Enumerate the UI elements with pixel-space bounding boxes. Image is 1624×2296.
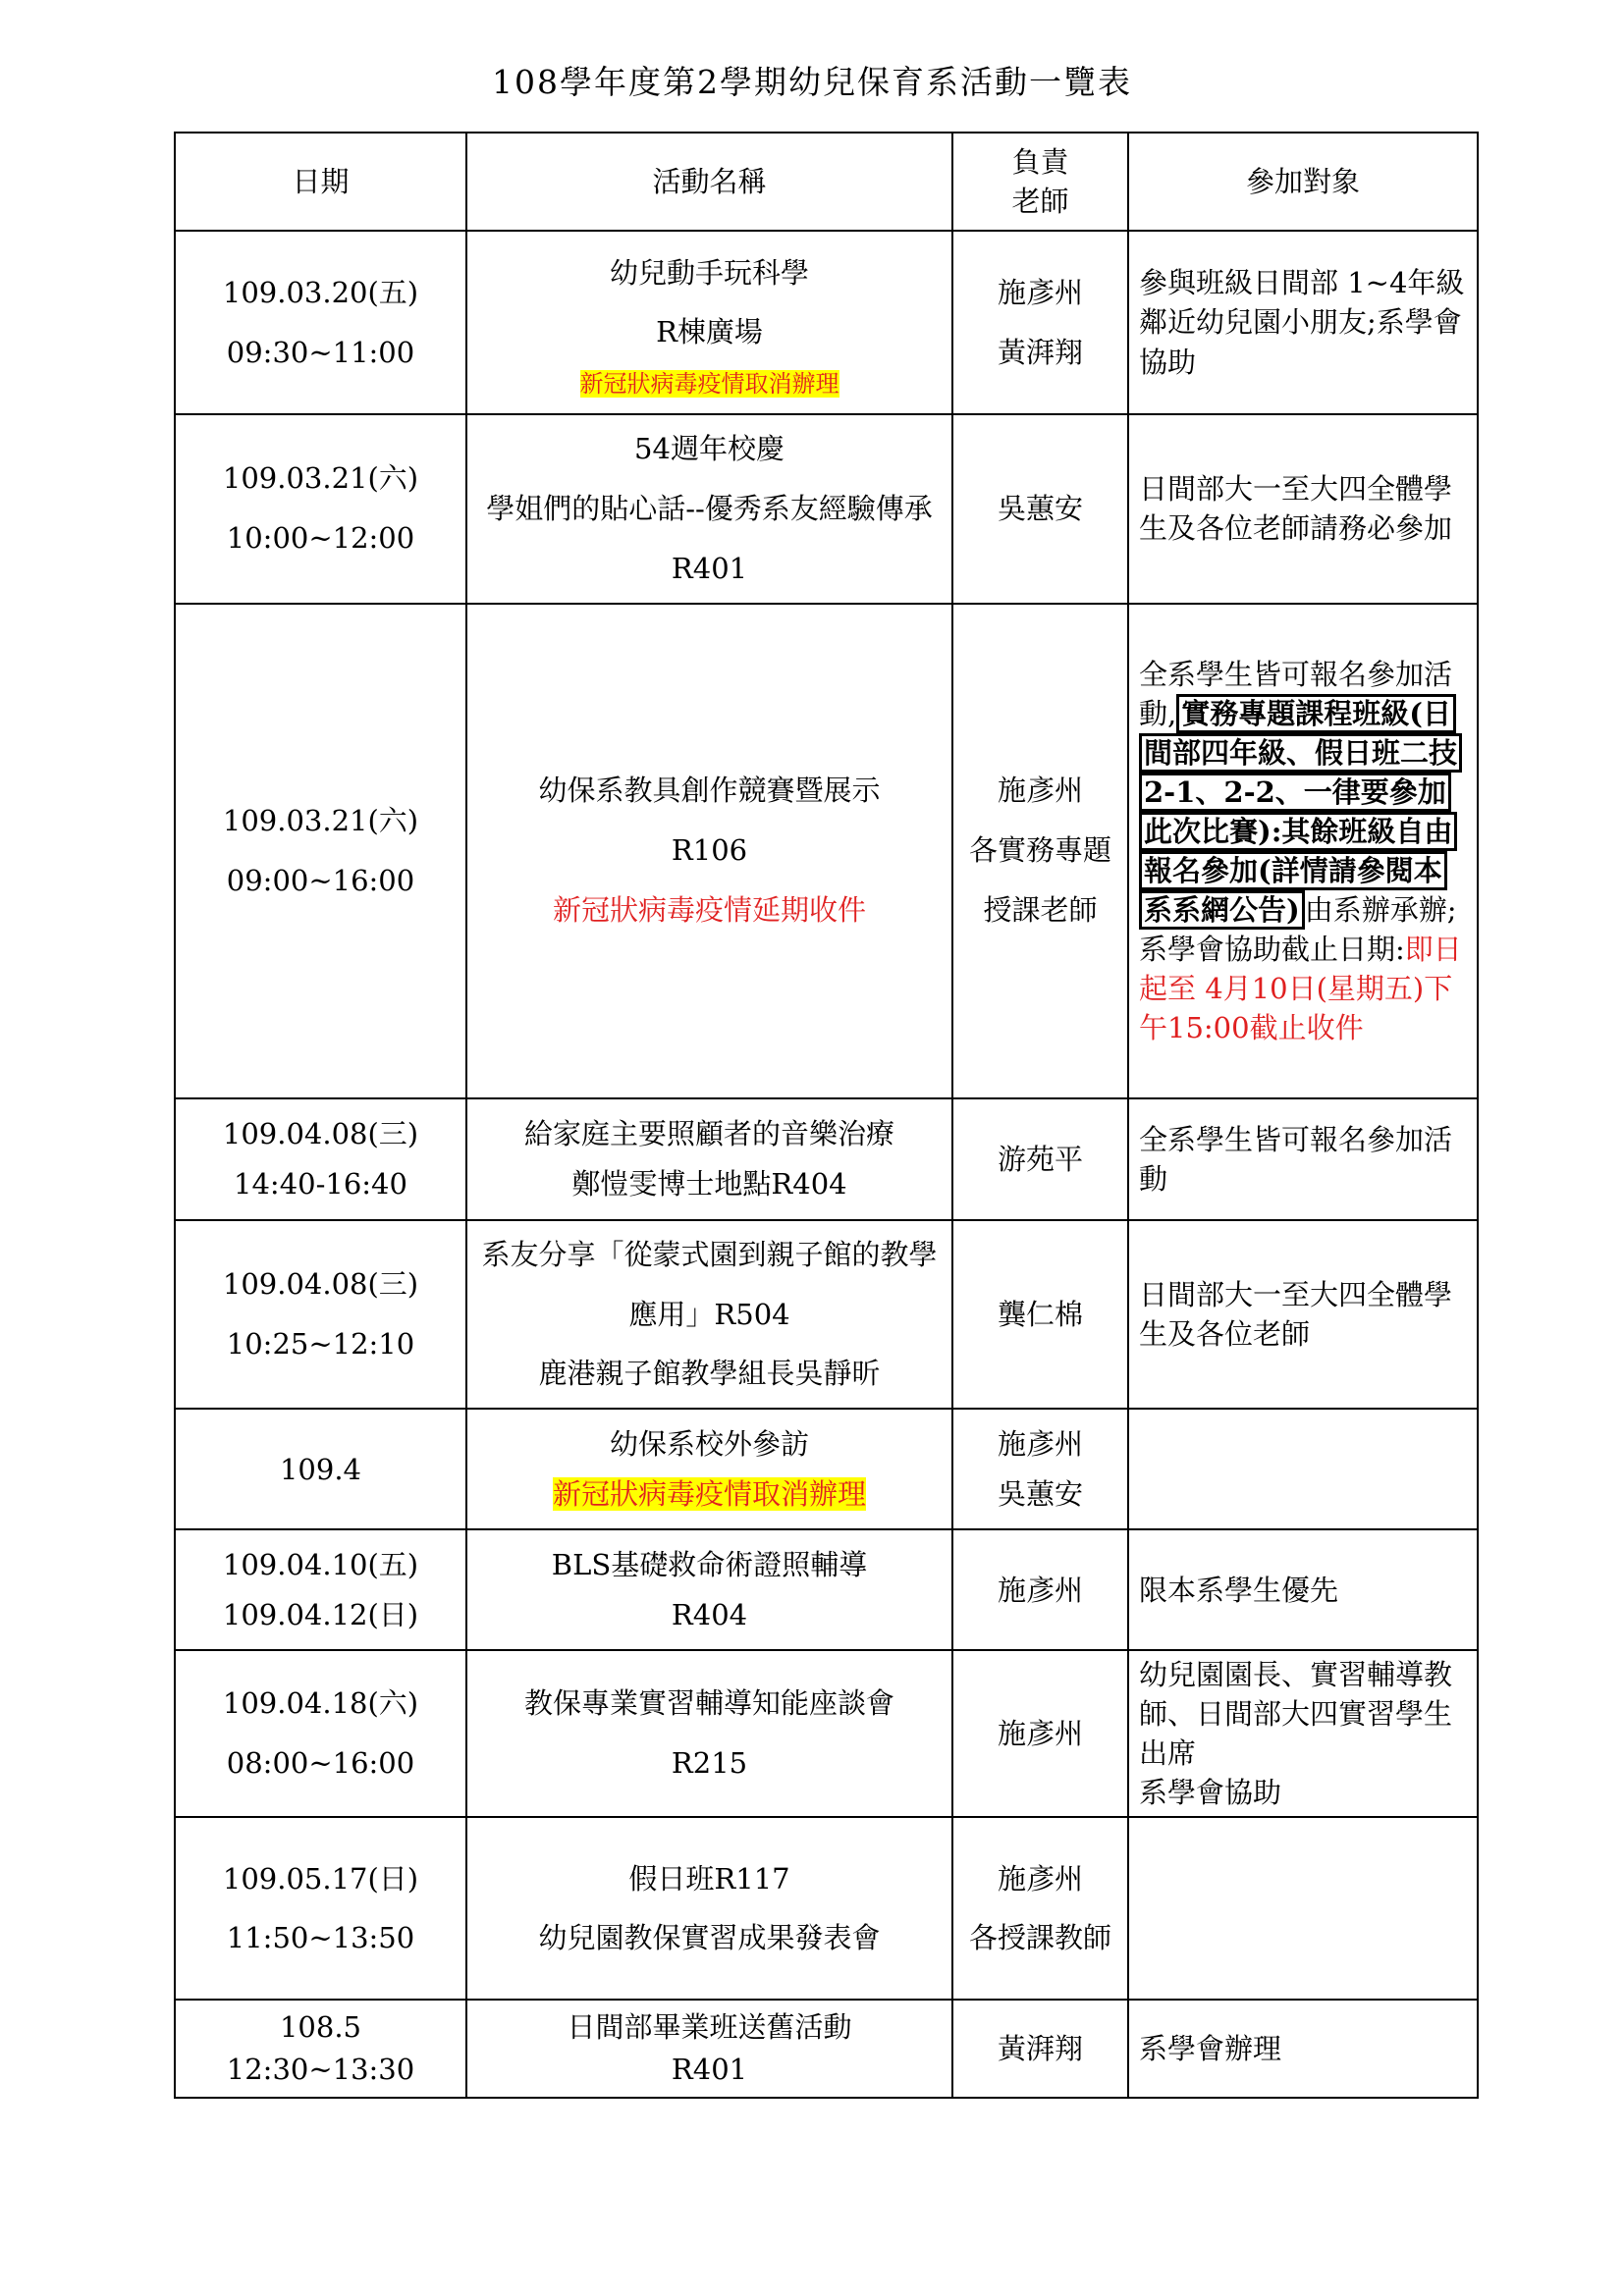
time-line: 10:00~12:00 xyxy=(226,521,415,556)
date-line: 109.04.12(日) xyxy=(222,1597,419,1631)
activity-speaker-line: 鄭愷雯博士地點R404 xyxy=(571,1166,847,1201)
activity-name-line: 系友分享「從蒙式園到親子館的教學應用」R504 xyxy=(481,1237,938,1331)
cancel-notice: 新冠狀病毒疫情取消辦理 xyxy=(579,370,839,399)
page-title: 108學年度第2學期幼兒保育系活動一覽表 xyxy=(492,63,1132,101)
teacher-cell xyxy=(952,1409,1128,1529)
teacher-cell xyxy=(952,604,1128,1098)
teacher-cell xyxy=(952,1098,1128,1220)
date-line: 109.03.20(五) xyxy=(222,275,419,309)
target-line: 系學會協助 xyxy=(1139,1776,1282,1810)
date-line: 109.04.08(三) xyxy=(222,1116,419,1150)
time-line: 12:30~13:30 xyxy=(226,2053,415,2087)
activity-location-line: R401 xyxy=(671,2053,748,2087)
header-activity-name: 活動名稱 xyxy=(466,133,952,231)
date-line: 109.04.10(五) xyxy=(222,1548,419,1582)
target-cell xyxy=(1128,1529,1478,1650)
target-line: 日間部大一至大四全體學生及各位老師請務必參加 xyxy=(1139,472,1453,546)
teacher-cell xyxy=(952,1529,1128,1650)
date-line: 109.05.17(日) xyxy=(222,1861,419,1896)
time-line: 08:00~16:00 xyxy=(226,1746,415,1781)
teacher-name: 施彥州 xyxy=(997,275,1083,309)
teacher-name: 游苑平 xyxy=(997,1142,1083,1176)
activity-name-cell xyxy=(466,1529,952,1650)
time-line: 14:40-16:40 xyxy=(234,1166,407,1201)
target-line: 全系學生皆可報名參加活動 xyxy=(1139,1122,1453,1196)
target-line: 鄰近幼兒園小朋友;系學會協助 xyxy=(1139,305,1462,379)
activity-location-line: R404 xyxy=(671,1597,748,1631)
teacher-name: 施彥州 xyxy=(997,774,1083,808)
required-class-notice: 實務專題課程班級(日間部四年級、假日班二技2-1、2-2、一律要參加此次比賽):其餘班級自由報名參加(詳情請參閱本系系網公告) xyxy=(1139,694,1462,930)
activity-name-cell xyxy=(466,604,952,1098)
table-row xyxy=(175,1650,1478,1817)
teacher-name: 施彥州 xyxy=(997,1717,1083,1751)
activity-detail-line: 學姐們的貼心話--優秀系友經驗傳承 R401 xyxy=(486,491,933,585)
postpone-notice: 新冠狀病毒疫情延期收件 xyxy=(552,893,866,928)
activity-table xyxy=(174,132,1479,2099)
target-cell xyxy=(1128,414,1478,604)
time-line: 09:00~16:00 xyxy=(226,863,415,897)
table-row xyxy=(175,1817,1478,2000)
target-intro: 全系學生皆可報名參加活動, xyxy=(1139,657,1453,730)
target-line: 限本系學生優先 xyxy=(1139,1573,1339,1607)
activity-name-line: 幼保系教具創作競賽暨展示 xyxy=(538,774,881,808)
header-date: 日期 xyxy=(175,133,466,231)
table-header-row xyxy=(175,133,1478,231)
date-cell xyxy=(175,2000,466,2098)
table-row xyxy=(175,604,1478,1098)
time-line: 09:30~11:00 xyxy=(226,335,415,369)
target-cell-empty xyxy=(1128,1817,1478,2000)
activity-location-line: R215 xyxy=(671,1746,748,1781)
teacher-name: 龔仁棉 xyxy=(997,1298,1083,1331)
teacher-name: 各實務專題授課老師 xyxy=(968,833,1111,928)
table-row xyxy=(175,231,1478,414)
date-cell xyxy=(175,1817,466,2000)
target-cell xyxy=(1128,2000,1478,2098)
target-cell xyxy=(1128,1220,1478,1410)
time-line: 11:50~13:50 xyxy=(226,1921,415,1955)
teacher-name: 黃湃翔 xyxy=(997,335,1083,369)
date-line: 109.03.21(六) xyxy=(222,803,419,837)
date-line: 109.04.18(六) xyxy=(222,1686,419,1721)
activity-name-cell xyxy=(466,1409,952,1529)
date-line: 109.03.21(六) xyxy=(222,461,419,496)
activity-name-cell xyxy=(466,2000,952,2098)
table-row xyxy=(175,1409,1478,1529)
activity-name-line: 幼保系校外參訪 xyxy=(609,1427,809,1462)
teacher-cell xyxy=(952,414,1128,604)
activity-name-cell xyxy=(466,1817,952,2000)
date-cell xyxy=(175,231,466,414)
teacher-name: 吳蕙安 xyxy=(997,1476,1083,1511)
target-cell xyxy=(1128,231,1478,414)
teacher-cell xyxy=(952,1817,1128,2000)
activity-name-line: 假日班R117 xyxy=(628,1861,790,1896)
date-cell xyxy=(175,1529,466,1650)
table-row xyxy=(175,1529,1478,1650)
activity-name-line: 給家庭主要照顧者的音樂治療 xyxy=(523,1116,894,1150)
date-cell xyxy=(175,1409,466,1529)
deadline-notice: 即日起至 4月10日(星期五)下午15:00截止收件 xyxy=(1139,932,1462,1044)
activity-name-line: BLS基礎救命術證照輔導 xyxy=(551,1548,868,1582)
activity-name-line: 日間部畢業班送舊活動 xyxy=(567,2009,852,2044)
teacher-name: 各授課教師 xyxy=(968,1921,1111,1955)
target-line: 參與班級日間部 1~4年級 xyxy=(1139,266,1465,300)
teacher-cell xyxy=(952,1650,1128,1817)
date-line: 109.4 xyxy=(279,1452,362,1486)
activity-name-cell xyxy=(466,414,952,604)
target-line: 系學會辦理 xyxy=(1139,2032,1282,2066)
target-cell xyxy=(1128,1098,1478,1220)
teacher-name: 施彥州 xyxy=(997,1427,1083,1462)
header-teacher-line-1: 負責 xyxy=(1011,144,1069,179)
activity-name-cell xyxy=(466,1650,952,1817)
header-teacher-line-2: 老師 xyxy=(1011,185,1069,218)
cancel-notice: 新冠狀病毒疫情取消辦理 xyxy=(552,1476,866,1511)
date-line: 109.04.08(三) xyxy=(222,1267,419,1302)
teacher-cell xyxy=(952,2000,1128,2098)
teacher-name: 施彥州 xyxy=(997,1861,1083,1896)
target-cell xyxy=(1128,604,1478,1098)
activity-name-line: 54週年校慶 xyxy=(634,432,785,465)
activity-location-line: R106 xyxy=(671,833,748,868)
table-row xyxy=(175,414,1478,604)
target-line: 日間部大一至大四全體學生及各位老師 xyxy=(1139,1277,1453,1351)
header-teacher xyxy=(952,133,1128,231)
activity-name-line: 教保專業實習輔導知能座談會 xyxy=(523,1686,894,1721)
table-row xyxy=(175,1220,1478,1410)
teacher-name: 吳蕙安 xyxy=(997,492,1083,526)
date-cell xyxy=(175,1098,466,1220)
date-line: 108.5 xyxy=(279,2009,362,2044)
table-row xyxy=(175,2000,1478,2098)
activity-name-line: 幼兒園教保實習成果發表會 xyxy=(538,1921,881,1955)
date-cell xyxy=(175,1220,466,1410)
activity-location-line: R棟廣場 xyxy=(656,315,763,349)
date-cell xyxy=(175,414,466,604)
time-line: 10:25~12:10 xyxy=(226,1327,415,1361)
date-cell xyxy=(175,1650,466,1817)
activity-name-cell xyxy=(466,1220,952,1410)
target-line: 幼兒園園長、實習輔導教師、日間部大四實習學生出席 xyxy=(1139,1658,1453,1771)
activity-name-cell xyxy=(466,231,952,414)
activity-name-line: 幼兒動手玩科學 xyxy=(609,255,809,290)
teacher-name: 施彥州 xyxy=(997,1573,1083,1607)
teacher-name: 黃湃翔 xyxy=(997,2032,1083,2066)
table-row xyxy=(175,1098,1478,1220)
date-cell xyxy=(175,604,466,1098)
target-cell xyxy=(1128,1650,1478,1817)
teacher-cell xyxy=(952,1220,1128,1410)
teacher-cell xyxy=(952,231,1128,414)
activity-name-cell xyxy=(466,1098,952,1220)
target-organizer: 由系辦承辦;系學會協助截止日期: xyxy=(1139,892,1457,966)
activity-speaker-line: 鹿港親子館教學組長吳靜昕 xyxy=(538,1357,881,1391)
target-cell-empty xyxy=(1128,1409,1478,1529)
header-target: 參加對象 xyxy=(1128,133,1478,231)
